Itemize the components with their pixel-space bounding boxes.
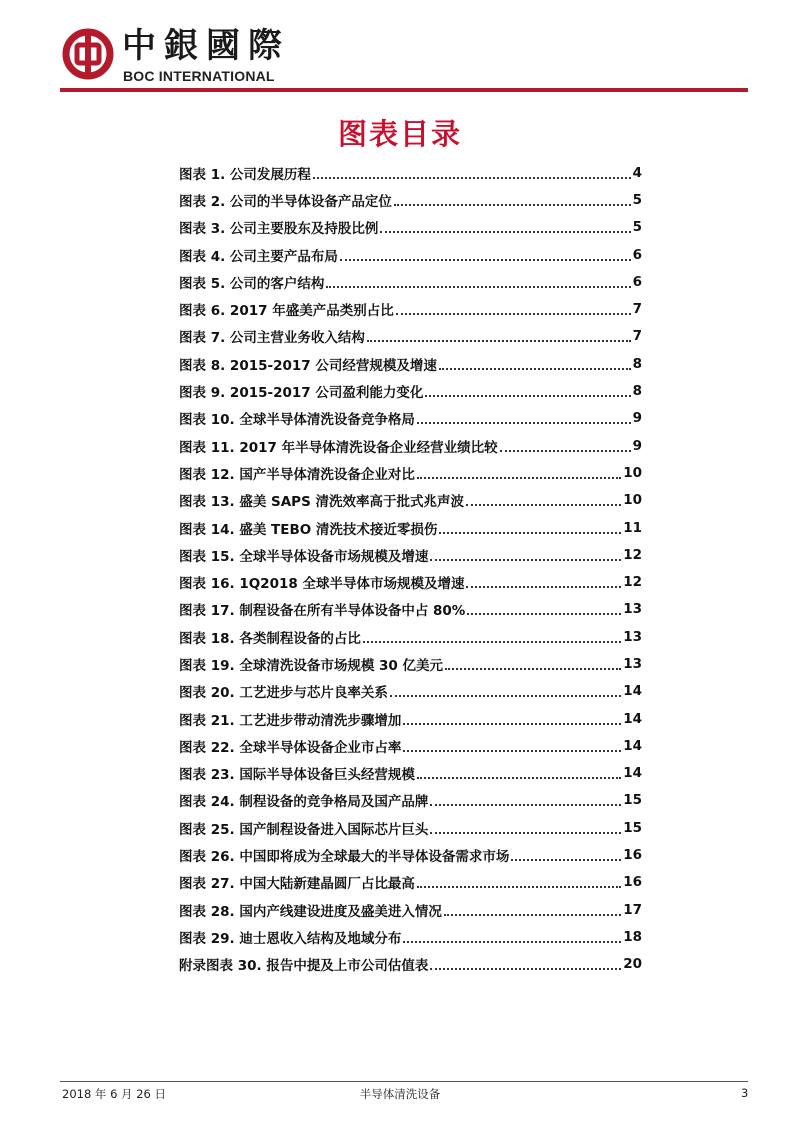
toc-leader-dots (390, 694, 621, 697)
toc-entry-page: 14 (623, 683, 642, 700)
toc-entry[interactable] (179, 405, 642, 432)
toc-entry-page: 15 (623, 819, 642, 836)
toc-entry[interactable] (179, 951, 642, 978)
toc-entry-page: 14 (623, 765, 642, 782)
toc-entry-page: 18 (623, 928, 642, 945)
toc-entry-page: 5 (632, 219, 642, 236)
toc-entry-page: 13 (623, 601, 642, 618)
toc-entry-label: 图表 10. 全球半导体清洗设备竞争格局 (179, 412, 415, 429)
toc-entry-label: 图表 3. 公司主要股东及持股比例 (179, 221, 379, 238)
footer-date: 2018 年 6 月 26 日 (62, 1087, 166, 1101)
toc-leader-dots (340, 258, 631, 261)
toc-leader-dots (430, 967, 621, 970)
toc-entry[interactable] (179, 760, 642, 787)
footer-divider (60, 1081, 748, 1082)
toc-entry-page: 16 (623, 847, 642, 864)
toc-leader-dots (439, 367, 631, 370)
toc-entry-label: 图表 23. 国际半导体设备巨头经营规模 (179, 767, 415, 784)
toc-entry[interactable] (179, 514, 642, 541)
toc-entry-label: 图表 29. 迪士恩收入结构及地域分布 (179, 930, 402, 947)
toc-entry-page: 11 (623, 519, 642, 536)
toc-list (179, 159, 642, 978)
page-header (0, 0, 800, 96)
toc-entry-label: 图表 26. 中国即将成为全球最大的半导体设备需求市场 (179, 849, 510, 866)
toc-entry-page: 12 (623, 546, 642, 563)
toc-entry-label: 图表 22. 全球半导体设备企业市占率 (179, 739, 402, 756)
toc-entry-page: 7 (632, 301, 642, 318)
toc-title: 图表目录 (337, 117, 462, 151)
toc-entry[interactable] (179, 459, 642, 486)
toc-entry-page: 13 (623, 655, 642, 672)
toc-leader-dots (394, 203, 631, 206)
toc-leader-dots (430, 831, 621, 834)
toc-entry[interactable] (179, 814, 642, 841)
toc-entry[interactable] (179, 350, 642, 377)
toc-leader-dots (425, 394, 630, 397)
toc-entry[interactable] (179, 432, 642, 459)
toc-entry-label: 图表 19. 全球清洗设备市场规模 30 亿美元 (179, 657, 444, 674)
toc-entry-label: 图表 6. 2017 年盛美产品类别占比 (179, 303, 394, 320)
toc-leader-dots (396, 312, 631, 315)
toc-leader-dots (313, 176, 631, 179)
toc-entry[interactable] (179, 841, 642, 868)
toc-entry-label: 图表 2. 公司的半导体设备产品定位 (179, 193, 392, 210)
toc-entry[interactable] (179, 295, 642, 322)
toc-entry[interactable] (179, 186, 642, 213)
toc-entry[interactable] (179, 896, 642, 923)
toc-entry[interactable] (179, 732, 642, 759)
logo-chinese-name: 中銀國際 (122, 26, 290, 66)
toc-entry-label: 图表 1. 公司发展历程 (179, 166, 311, 183)
toc-entry-label: 附录图表 30. 报告中提及上市公司估值表 (179, 958, 429, 975)
toc-leader-dots (363, 640, 621, 643)
toc-entry-label: 图表 24. 制程设备的竞争格局及国产品牌 (179, 794, 429, 811)
toc-entry[interactable] (179, 650, 642, 677)
toc-entry-page: 8 (632, 355, 642, 372)
toc-entry-page: 6 (632, 246, 642, 263)
toc-entry-label: 图表 17. 制程设备在所有半导体设备中占 80% (179, 603, 466, 620)
toc-entry-page: 9 (632, 410, 642, 427)
toc-entry-page: 12 (623, 574, 642, 591)
toc-entry-label: 图表 8. 2015-2017 公司经营规模及增速 (179, 357, 437, 374)
toc-entry-label: 图表 7. 公司主营业务收入结构 (179, 330, 365, 347)
toc-entry[interactable] (179, 487, 642, 514)
header-divider (60, 88, 748, 92)
toc-entry[interactable] (179, 268, 642, 295)
toc-entry[interactable] (179, 541, 642, 568)
toc-entry-page: 10 (623, 492, 642, 509)
toc-entry-label: 图表 9. 2015-2017 公司盈利能力变化 (179, 385, 424, 402)
toc-entry[interactable] (179, 214, 642, 241)
toc-entry-label: 图表 27. 中国大陆新建晶圆厂占比最高 (179, 876, 415, 893)
toc-leader-dots (417, 776, 621, 779)
toc-leader-dots (326, 285, 630, 288)
toc-entry-label: 图表 12. 国产半导体清洗设备企业对比 (179, 466, 415, 483)
toc-entry-page: 13 (623, 628, 642, 645)
toc-entry-label: 图表 21. 工艺进步带动清洗步骤增加 (179, 712, 402, 729)
toc-leader-dots (417, 885, 621, 888)
toc-entry[interactable] (179, 596, 642, 623)
toc-entry-page: 14 (623, 710, 642, 727)
toc-entry-page: 5 (632, 191, 642, 208)
toc-leader-dots (466, 503, 621, 506)
toc-entry-label: 图表 5. 公司的客户结构 (179, 275, 325, 292)
toc-entry[interactable] (179, 623, 642, 650)
footer-report-title: 半导体清洗设备 (359, 1087, 441, 1101)
toc-leader-dots (403, 749, 621, 752)
toc-entry-label: 图表 14. 盛美 TEBO 清洗技术接近零损伤 (179, 521, 438, 538)
toc-entry-label: 图表 4. 公司主要产品布局 (179, 248, 338, 265)
toc-entry-label: 图表 20. 工艺进步与芯片良率关系 (179, 685, 388, 702)
toc-entry[interactable] (179, 377, 642, 404)
toc-entry-label: 图表 15. 全球半导体设备市场规模及增速 (179, 548, 429, 565)
toc-leader-dots (403, 722, 621, 725)
toc-leader-dots (466, 585, 621, 588)
toc-entry[interactable] (179, 678, 642, 705)
toc-entry-page: 14 (623, 737, 642, 754)
toc-entry[interactable] (179, 923, 642, 950)
toc-entry[interactable] (179, 869, 642, 896)
toc-leader-dots (430, 558, 621, 561)
toc-entry[interactable] (179, 568, 642, 595)
toc-entry-page: 9 (632, 437, 642, 454)
toc-leader-dots (403, 940, 621, 943)
toc-entry-label: 图表 28. 国内产线建设进度及盛美进入情况 (179, 903, 442, 920)
toc-entry[interactable] (179, 787, 642, 814)
toc-leader-dots (439, 531, 621, 534)
toc-entry-page: 8 (632, 383, 642, 400)
toc-entry-page: 6 (632, 273, 642, 290)
toc-entry-label: 图表 18. 各类制程设备的占比 (179, 630, 361, 647)
toc-leader-dots (430, 803, 621, 806)
toc-entry[interactable] (179, 705, 642, 732)
toc-leader-dots (367, 339, 631, 342)
boc-logo-icon (62, 28, 114, 80)
toc-leader-dots (500, 449, 631, 452)
toc-entry-page: 20 (623, 956, 642, 973)
toc-entry-label: 图表 25. 国产制程设备进入国际芯片巨头 (179, 821, 429, 838)
toc-entry-label: 图表 11. 2017 年半导体清洗设备企业经营业绩比较 (179, 439, 498, 456)
toc-leader-dots (417, 476, 621, 479)
toc-leader-dots (417, 421, 631, 424)
toc-leader-dots (380, 230, 630, 233)
toc-entry-page: 7 (632, 328, 642, 345)
toc-entry-label: 图表 13. 盛美 SAPS 清洗效率高于批式兆声波 (179, 494, 465, 511)
toc-leader-dots (511, 858, 621, 861)
toc-entry-page: 10 (623, 464, 642, 481)
toc-entry[interactable] (179, 241, 642, 268)
toc-entry-page: 17 (623, 901, 642, 918)
toc-entry-label: 图表 16. 1Q2018 全球半导体市场规模及增速 (179, 576, 465, 593)
logo-english-name: BOC INTERNATIONAL (123, 68, 275, 84)
toc-entry-page: 4 (632, 164, 642, 181)
toc-entry[interactable] (179, 159, 642, 186)
toc-entry-page: 16 (623, 874, 642, 891)
toc-entry-page: 15 (623, 792, 642, 809)
toc-leader-dots (444, 913, 621, 916)
toc-leader-dots (445, 667, 621, 670)
toc-entry[interactable] (179, 323, 642, 350)
toc-leader-dots (467, 612, 621, 615)
footer-page-number: 3 (741, 1086, 749, 1100)
